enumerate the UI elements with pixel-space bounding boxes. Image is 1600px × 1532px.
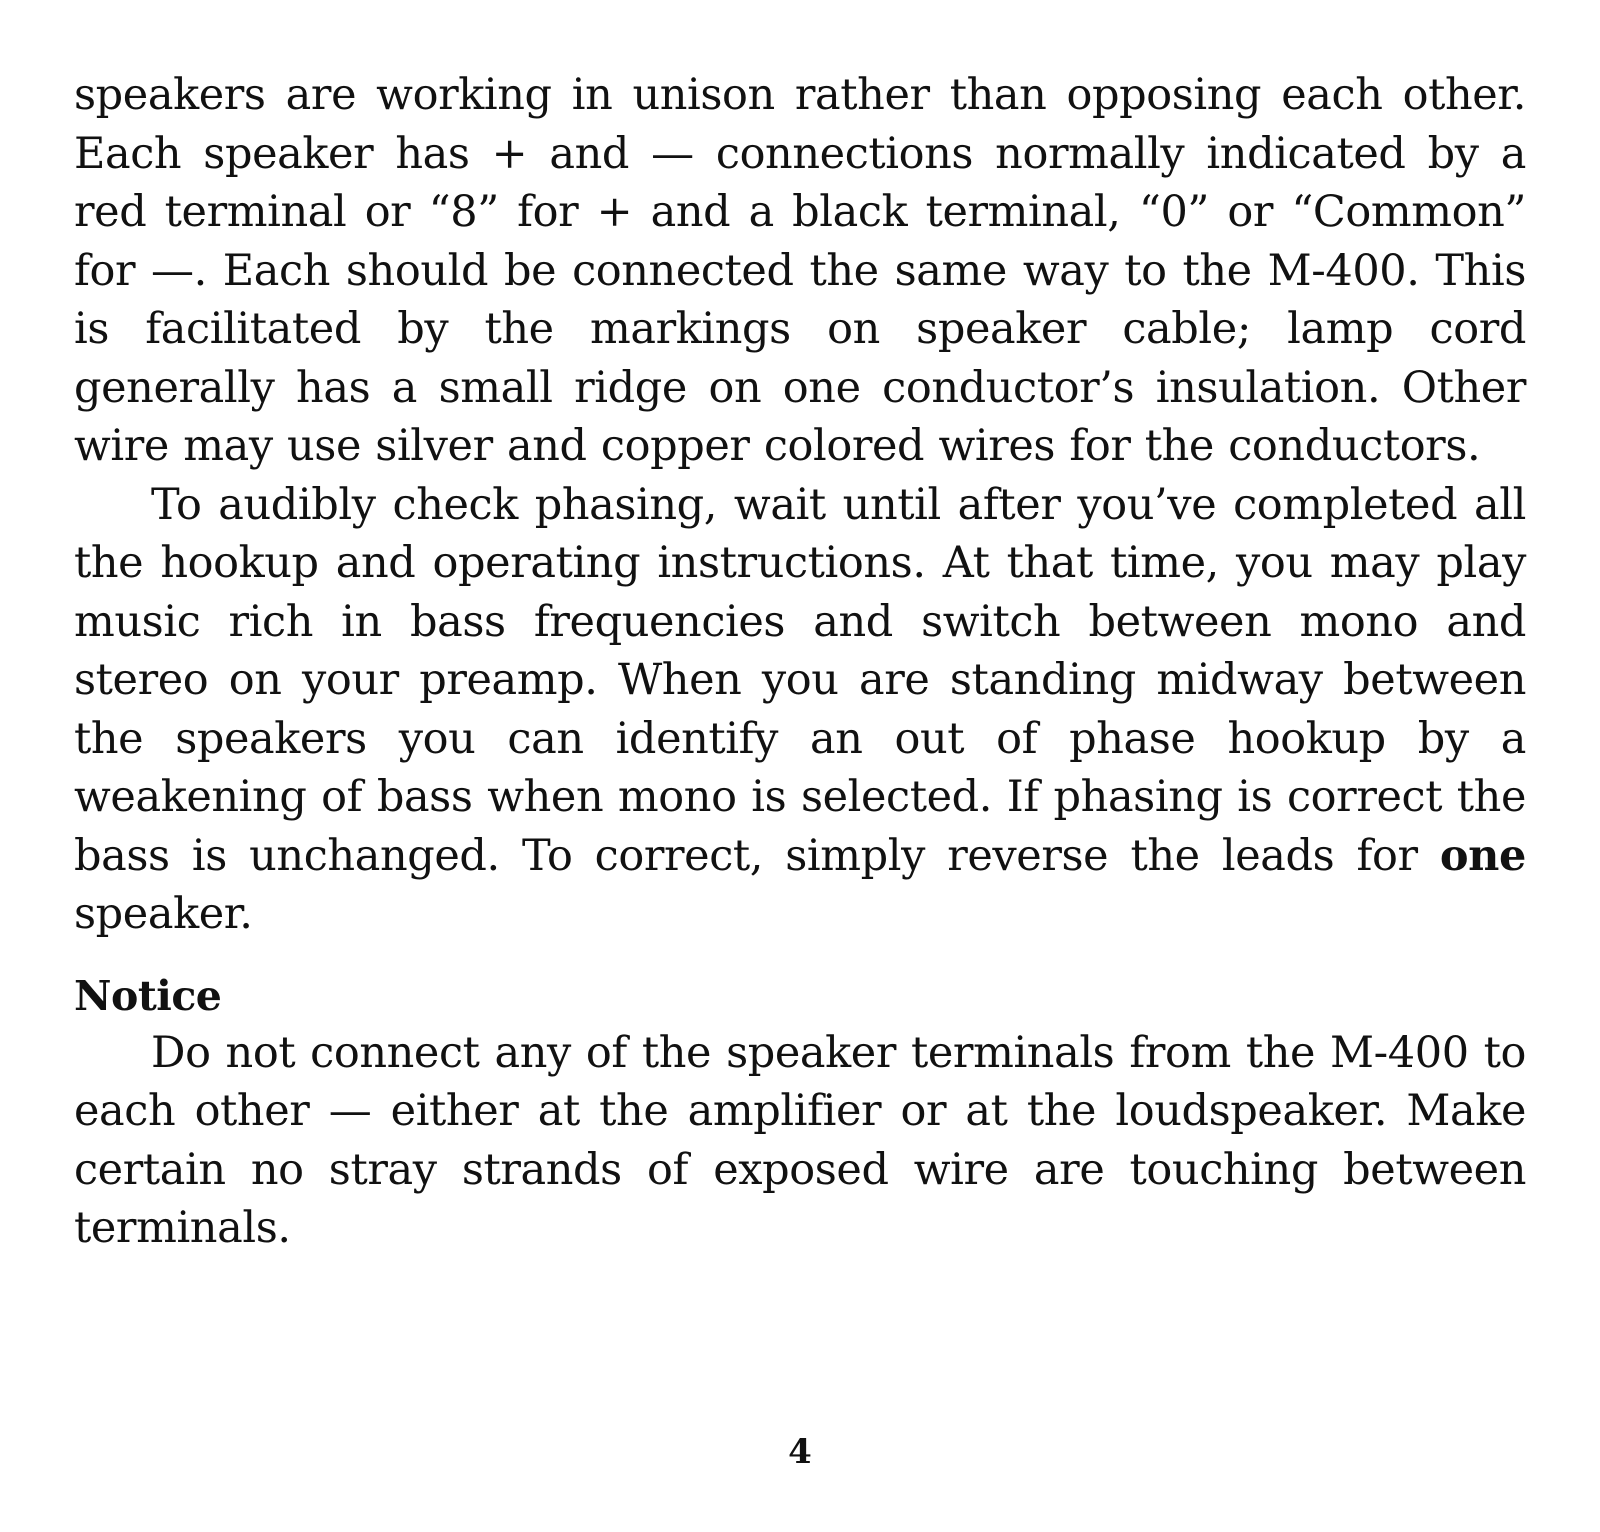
page-number: 4 [788, 1432, 812, 1472]
audible-check-text: To audibly check phasing, wait until after you’ve completed all the hookup and operating instructions. At that time, you may play music rich in bass frequencies and switch between mono and stereo on your preamp. When you are standing midway between the speakers you can identify an out of phase hookup by a weakening of bass when mono is selected. If phasing is correct the bass is unchanged. To correct, simply reverse the leads for [74, 479, 1526, 881]
audible-check-text-end: speaker. [74, 889, 253, 939]
notice-paragraph: Do not connect any of the speaker terminals from the M-400 to each other — either at the amplifier or at the loudspeaker. Make certain no stray strands of exposed wire are touching between terminals. [74, 1027, 1526, 1253]
phasing-paragraph: speakers are working in unison rather than opposing each other. Each speaker has + and — connections normally indicated by a red terminal or “8” for + and a black terminal, “0” or “Common” for —. Each should be connected the same way to the M-400. This is facilitated by the markings on speaker cable; lamp cord generally has a small ridge on one conductor’s insulation. Other wire may use silver and copper colored wires for the conductors. [74, 70, 1526, 471]
audible-check-paragraph [74, 476, 1526, 944]
notice-heading: Notice [74, 971, 222, 1020]
document-page [74, 66, 1526, 1258]
emphasis-one: one [1439, 830, 1526, 881]
